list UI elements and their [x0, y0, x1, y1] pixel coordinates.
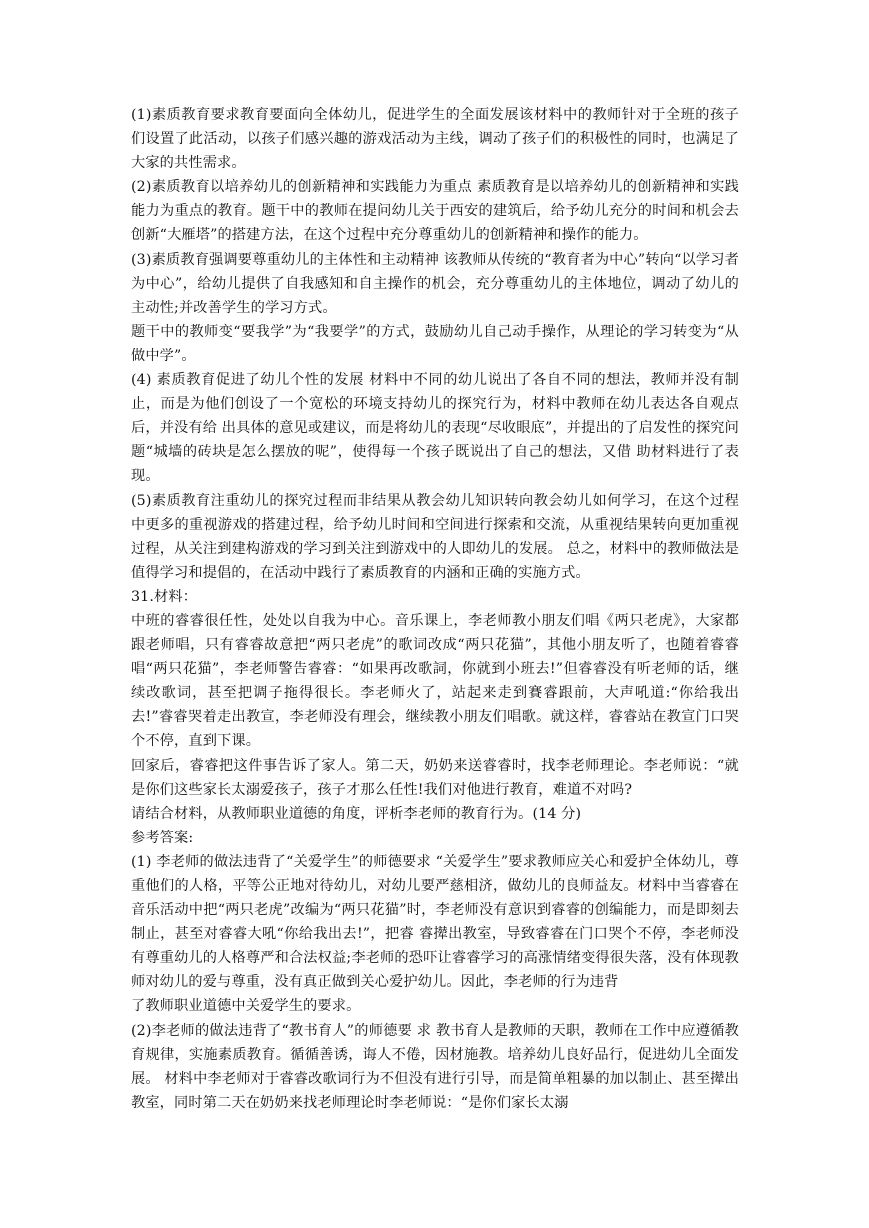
answer-point-4: (4) 素质教育促进了幼儿个性的发展 材料中不同的幼儿说出了各自不同的想法，教师并没有制止，而是为他们创设了一个宽松的环境支持幼儿的探究行为，材料中教师在幼儿表达各自观点后，并没有给 出具体的意见或建议，而是将幼儿的表现“尽收眼底”，并提出的了启发性的探究问题“城墙的砖块是怎么摆放的呢”，使得每一个孩子既说出了自己的想法，又借 助材料进行了表现。: [131, 372, 739, 485]
material-paragraph-1: 中班的睿睿很任性，处处以自我为中心。音乐课上，李老师教小朋友们唱《两只老虎》，大家都跟老师唱，只有睿睿故意把“两只老虎”的歌词改成“两只花猫”，其他小朋友听了，也随着睿睿唱“两只花猫”，李老师警告睿睿：“如果再改歌詞，你就到小班去!”但睿睿没有听老师的话，继续改歌词，甚至把调子拖得很长。李老师火了，站起来走到賽睿跟前，大声吼道:“你给我出去!”睿睿哭着走出教宣，李老师没有理会，继续教小朋友们唱歌。就这样，睿睿站在教宣门口哭个不停，直到下课。: [131, 612, 739, 750]
reference-answer-point-2: (2)李老师的做法违背了“教书育人”的师德要 求 教书育人是教师的天职，教师在工作中应遵循教育规律，实施素质教育。循循善诱，诲人不倦，因材施教。培养幼儿良好品行，促进幼儿全面发展。 材料中李老师对于睿睿改歌词行为不但没有进行引导，而是简单粗暴的加以制止、甚至撵出教室，同时第二天在奶奶来找老师理论时李老师说：“是你们家长太溺: [131, 1022, 739, 1111]
answer-point-2: (2)素质教育以培养幼儿的创新精神和实践能力为重点 素质教育是以培养幼儿的创新精神和实践能力为重点的教育。题干中的教师在提问幼儿关于西安的建筑后，给予幼儿充分的时间和机会去创新“大雁塔”的搭建方法，在这个过程中充分尊重幼儿的创新精神和操作的能力。: [131, 179, 739, 244]
answer-point-5: (5)素质教育注重幼儿的探究过程而非结果从教会幼儿知识转向教会幼儿如何学习，在这个过程中更多的重视游戏的搭建过程，给予幼儿时间和空间进行探索和交流，从重视结果转向更加重视过程，从关注到建构游戏的学习到关注到游戏中的人即幼儿的发展。 总之，材料中的教师做法是值得学习和提倡的，在活动中践行了素质教育的内涵和正确的实施方式。: [131, 492, 739, 581]
answer-point-3-continued: 题干中的教师变“要我学”为“我要学”的方式，鼓励幼儿自己动手操作，从理论的学习转变为“从做中学”。: [131, 323, 739, 364]
reference-answer-point-1-continued: 了教师职业道德中关爱学生的要求。: [131, 998, 361, 1015]
question-prompt: 请结合材料，从教师职业道德的角度，评析李老师的教育行为。(14 分): [131, 805, 582, 822]
reference-answer-heading: 参考答案:: [131, 829, 194, 846]
answer-point-1: (1)素质教育要求教育要面向全体幼儿，促进学生的全面发展该材料中的教师针对于全班的孩子们设置了此活动，以孩子们感兴趣的游戏活动为主线，调动了孩子们的积极性的同时，也满足了大家的共性需求。: [131, 107, 739, 172]
document-body: [131, 103, 739, 1115]
material-paragraph-2: 回家后，睿睿把这件事告诉了家人。第二天，奶奶来送睿睿时，找李老师理论。李老师说：“就是你们这些家长太溺爱孩子，孩子才那么任性!我们对他进行教育，难道不对吗?: [131, 757, 739, 798]
answer-point-3: (3)素质教育强调要尊重幼儿的主体性和主动精神 该教师从传统的“教育者为中心”转向“以学习者为中心”，给幼儿提供了自我感知和自主操作的机会，充分尊重幼儿的主体地位，调动了幼儿的主动性;并改善学生的学习方式。: [131, 251, 739, 316]
question-31-heading: 31.材料：: [131, 588, 198, 605]
reference-answer-point-1: (1) 李老师的做法违背了“关爱学生”的师德要求 “关爱学生”要求教师应关心和爱护全体幼儿，尊重他们的人格，平等公正地对待幼儿，对幼儿要严慈相济，做幼儿的良师益友。材料中当睿睿在音乐活动中把“两只老虎”改编为“两只花猫”时，李老师没有意识到睿睿的创编能力，而是即刻去制止，甚至对睿睿大吼“你给我出去!”，把睿 睿撵出教室，导致睿睿在门口哭个不停，李老师没有尊重幼儿的人格尊严和合法权益;李老师的恐吓让睿睿学习的高涨情绪变得很失落，没有体现教师对幼儿的爱与尊重，没有真正做到关心爱护幼儿。因此，李老师的行为违背: [131, 853, 739, 991]
